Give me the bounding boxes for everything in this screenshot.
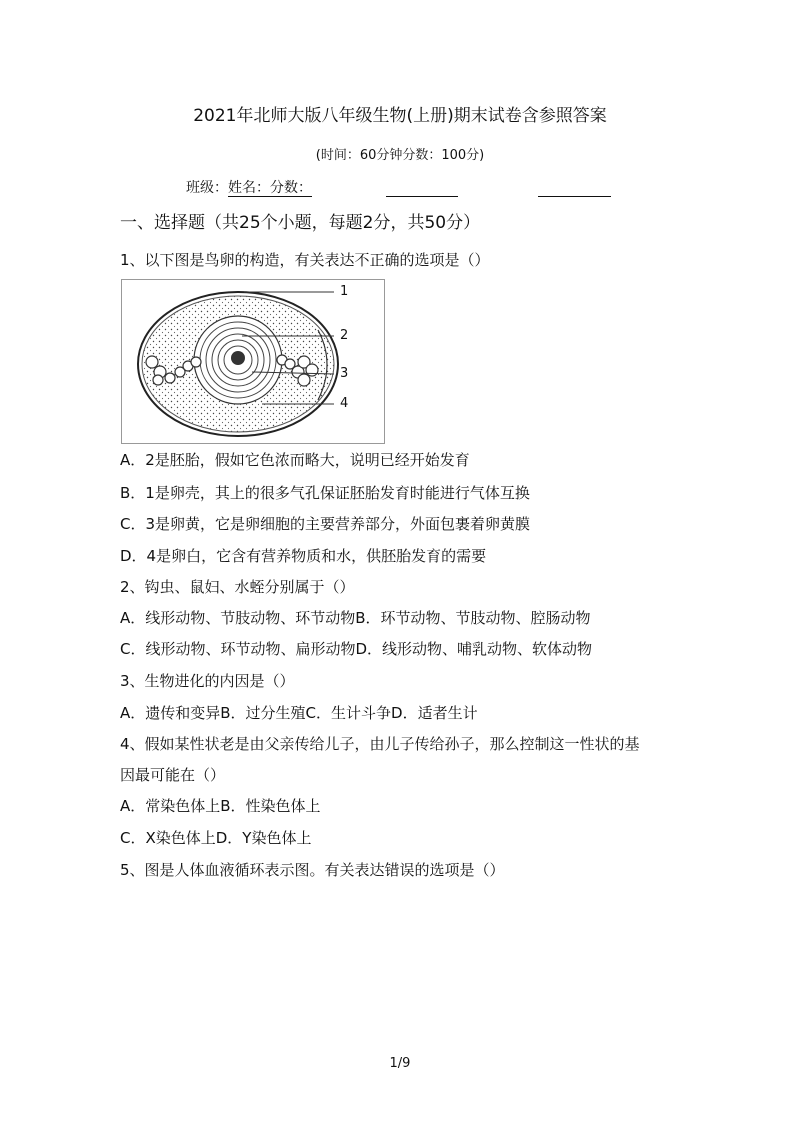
egg-label-3: 3 xyxy=(340,366,349,381)
page-number: 1/9 xyxy=(389,1056,411,1071)
question-stem: 2、钩虫、鼠妇、水蛭分别属于（） xyxy=(120,578,355,596)
question-stem: 4、假如某性状老是由父亲传给儿子，由儿子传给孙子，那么控制这一性状的基 xyxy=(120,735,640,753)
option-cd: C．线形动物、环节动物、扁形动物D．线形动物、哺乳动物、软体动物 xyxy=(120,640,593,658)
option-ab: A．常染色体上B．性染色体上 xyxy=(120,797,321,815)
class-label: 班级： xyxy=(186,180,228,196)
question-stem-continued: 因最可能在（） xyxy=(120,766,226,784)
egg-label-2: 2 xyxy=(340,328,349,343)
question-stem: 3、生物进化的内因是（） xyxy=(120,672,295,690)
option-cd: C．X染色体上D．Y染色体上 xyxy=(120,829,312,847)
option-abcd: A．遗传和变异B．过分生殖C．生计斗争D．适者生计 xyxy=(120,704,478,722)
name-score-label: 姓名：分数： xyxy=(228,180,312,196)
option-d: D．4是卵白，它含有营养物质和水，供胚胎发育的需要 xyxy=(120,547,487,565)
score-blank-line xyxy=(538,196,611,197)
bird-egg-illustration xyxy=(122,280,384,443)
bird-egg-diagram xyxy=(121,279,385,444)
egg-label-1: 1 xyxy=(340,284,349,299)
option-c: C．3是卵黄，它是卵细胞的主要营养部分，外面包裹着卵黄膜 xyxy=(120,515,531,533)
option-a: A．2是胚胎，假如它色浓而略大，说明已经开始发育 xyxy=(120,451,470,469)
section-heading: 一、选择题（共25个小题，每题2分，共50分） xyxy=(120,213,481,233)
egg-label-4: 4 xyxy=(340,396,349,411)
option-ab: A．线形动物、节肢动物、环节动物B．环节动物、节肢动物、腔肠动物 xyxy=(120,609,591,627)
exam-info-subtitle: (时间：60分钟分数：100分) xyxy=(315,148,485,163)
name-blank-line xyxy=(386,196,458,197)
question-stem: 5、图是人体血液循环表示图。有关表达错误的选项是（） xyxy=(120,861,505,879)
page-title: 2021年北师大版八年级生物(上册)期末试卷含参照答案 xyxy=(193,106,607,126)
student-info-line xyxy=(186,178,312,198)
question-stem: 1、以下图是鸟卵的构造，有关表达不正确的选项是（） xyxy=(120,251,490,269)
option-b: B．1是卵壳，其上的很多气孔保证胚胎发育时能进行气体互换 xyxy=(120,484,530,502)
